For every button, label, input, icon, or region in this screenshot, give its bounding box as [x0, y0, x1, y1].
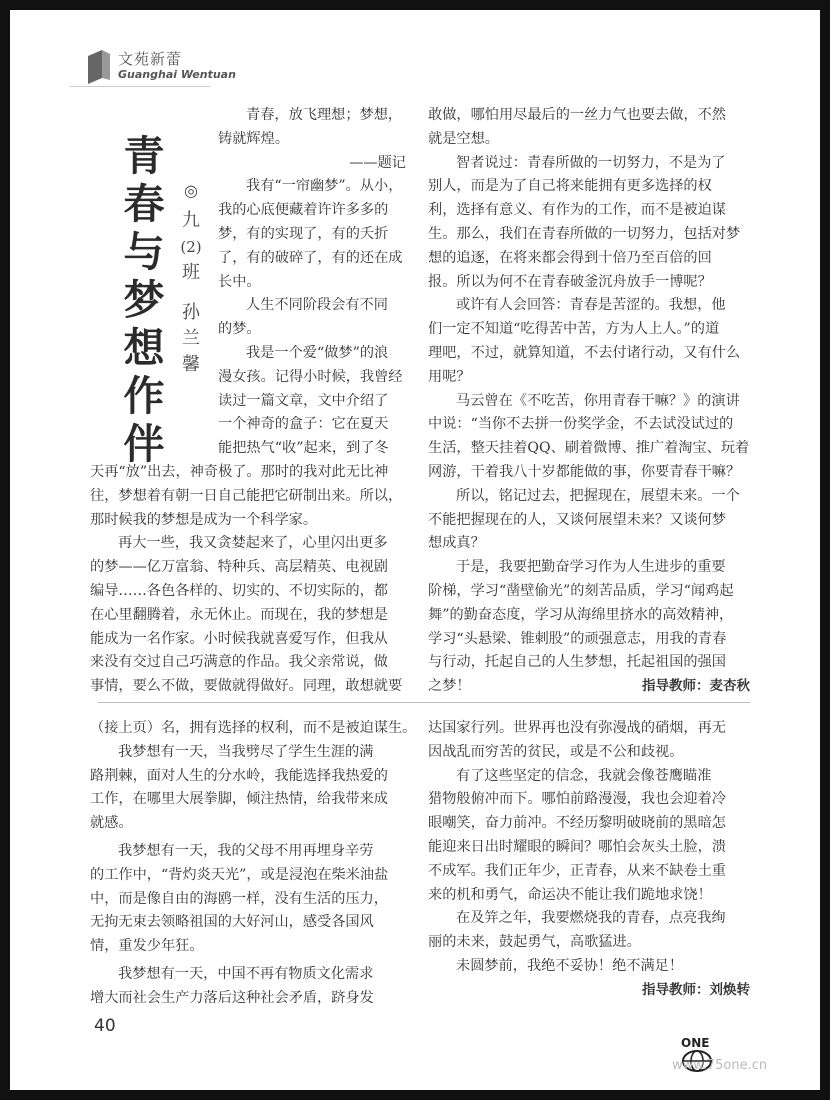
text-line: 未圆梦前，我绝不妥协！绝不满足！	[456, 957, 684, 974]
text-line: 舞”的勤奋态度，学习从海绵里挤水的高效精神，	[428, 606, 734, 623]
text-line: 有了这些坚定的信念，我就会像苍鹰瞄准	[456, 767, 712, 784]
teacher-credit-bottom: 指导教师：刘焕转	[642, 981, 750, 998]
text-line: 增大而社会生产力落后这种社会矛盾，跻身发	[90, 989, 374, 1006]
text-line: 在心里翻腾着，永无休止。而现在，我的梦想是	[90, 606, 388, 623]
title-char: 青	[123, 132, 165, 180]
text-line: 于是，我要把勤奋学习作为人生进步的重要	[456, 559, 726, 576]
text-line: 一个神奇的盒子：它在夏天	[218, 416, 389, 433]
text-line: 我梦想有一天，当我劈尽了学生生涯的满	[118, 743, 374, 760]
top-left-full-column	[90, 461, 410, 699]
column-title: 文苑新蕾	[118, 50, 183, 68]
text-line: 的梦。	[218, 321, 261, 338]
text-line: 不成军。我们正年少，正青春，从来不缺卷土重	[428, 862, 726, 879]
text-line: 在及笄之年，我要燃烧我的青春，点亮我绚	[456, 910, 726, 927]
text-line: 所以，铭记过去，把握现在，展望未来。一个	[456, 487, 740, 504]
text-line: 与行动，托起自己的人生梦想，托起祖国的强国	[428, 654, 726, 671]
text-line: 了，有的破碎了，有的还在成	[218, 249, 403, 266]
text-line: 我梦想有一天，我的父母不用再埋身辛劳	[118, 842, 374, 859]
text-line: （接上页）名，拥有选择的权利，而不是被迫谋生。	[90, 720, 417, 736]
text-line: 漫女孩。记得小时候，我曾经	[218, 368, 403, 385]
text-line: 能迎来日出时耀眼的瞬间？哪怕会灰头土脸，溃	[428, 838, 726, 855]
text-line: 猎物般俯冲而下。哪怕前路漫漫，我也会迎着冷	[428, 791, 726, 808]
text-line: 我是一个爱“做梦”的浪	[246, 344, 389, 361]
magazine-page	[10, 10, 820, 1090]
text-line: 想成真？	[428, 535, 485, 552]
text-line: 的工作中，“背灼炎天光”，或是浸泡在柴米油盐	[90, 866, 389, 883]
text-line: 或许有人会回答：青春是苦涩的。我想，他	[456, 297, 726, 314]
text-line: 我有“一帘幽梦”。从小，	[246, 178, 403, 195]
text-line: 铸就辉煌。	[218, 130, 289, 147]
title-char: 想	[123, 324, 165, 372]
author-char: 班	[182, 262, 200, 283]
text-line: 们一定不知道“吃得苦中苦，方为人上人。”的道	[428, 321, 720, 338]
text-line: ——题记	[349, 154, 406, 171]
text-line: 再大一些，我又贪婪起来了，心里闪出更多	[118, 535, 388, 552]
text-line: 读过一篇文章，文中介绍了	[218, 392, 389, 409]
text-line: 就是空想。	[428, 130, 499, 147]
text-line: 马云曾在《不吃苦，你用青春干嘛？》的演讲	[456, 392, 740, 409]
page-number: 40	[94, 1016, 116, 1036]
text-line: 智者说过：青春所做的一切努力，不是为了	[456, 154, 726, 171]
teacher-credit-top: 指导教师：麦杏秋	[642, 678, 750, 695]
text-line: 就感。	[90, 815, 133, 832]
text-line: 来没有交过自己巧满意的作品。我父亲常说，做	[90, 654, 388, 671]
text-line: 利，选择有意义、有作为的工作，而不是被迫谋	[428, 202, 726, 219]
text-line: 生。那么，我们在青春所做的一切努力，包括对梦	[428, 225, 741, 242]
top-right-column	[428, 104, 750, 699]
author-char: (2)	[180, 238, 202, 256]
text-line: 梦，有的实现了，有的夭折	[218, 225, 389, 242]
text-line: 报。所以为何不在青春破釜沉舟放手一博呢？	[428, 273, 712, 290]
text-line: 路荆棘，面对人生的分水岭，我能选择我热爱的	[90, 767, 388, 784]
text-line: 天再“放”出去，神奇极了。那时的我对此无比神	[90, 464, 389, 480]
text-line: 工作，在哪里大展拳脚，倾注热情，给我带来成	[90, 791, 388, 808]
text-line: 达国家行列。世界再也没有弥漫战的硝烟，再无	[428, 720, 726, 736]
text-line: 中说：“当你不去拼一份奖学金，不去试没试过的	[428, 416, 734, 433]
article-author	[174, 178, 208, 378]
title-char: 梦	[123, 276, 165, 324]
title-char: 伴	[123, 420, 165, 468]
watermark-site: www.75one.cn	[672, 1058, 768, 1073]
text-line: 青春，放飞理想；梦想，	[246, 107, 403, 123]
bottom-right-column	[428, 717, 750, 1003]
text-line: 生活，整天挂着QQ、刷着微博、推广着淘宝、玩着	[428, 440, 750, 457]
author-char: 九	[182, 210, 200, 231]
text-line: 的梦——亿万富翁、特种兵、高层精英、电视剧	[90, 559, 388, 576]
top-left-short-column	[218, 104, 406, 461]
text-line: 我的心底便藏着许许多多的	[218, 202, 389, 219]
text-line: 长中。	[218, 273, 261, 290]
text-line: 丽的未来，鼓起勇气，高歌猛进。	[428, 934, 641, 951]
text-line: 别人，而是为了自己将来能拥有更多选择的权	[428, 178, 712, 195]
column-subtitle: Guanghai Wentuan	[118, 68, 236, 81]
title-char: 春	[123, 180, 165, 228]
text-line: 学习“头悬梁、锥刺股”的顽强意志，用我的青春	[428, 630, 727, 647]
text-line: 往，梦想着有朝一日自己能把它研制出来。所以，	[90, 487, 403, 504]
column-logo-icon	[88, 50, 110, 84]
text-line: 我梦想有一天，中国不再有物质文化需求	[118, 965, 374, 982]
text-line	[428, 979, 750, 1003]
title-char: 与	[123, 228, 165, 276]
text-line: 网游，干着我八十岁都能做的事，你要青春干嘛？	[428, 463, 741, 480]
text-line: 眼嘲笑，奋力前冲。不经历黎明破晓前的黑暗怎	[428, 815, 726, 832]
text-line: 编导……各色各样的、切实的、不切实际的，都	[90, 582, 388, 599]
text-line-end: 之梦！	[428, 678, 471, 695]
text-line: 无拘无束去领略祖国的大好河山，感受各国风	[90, 914, 374, 931]
section-divider	[98, 702, 750, 703]
text-line: 人生不同阶段会有不同	[246, 297, 388, 314]
text-line: 因战乱而穷苦的贫民，或是不公和歧视。	[428, 743, 684, 760]
author-bullet-icon: ◎	[184, 181, 198, 200]
header-rule	[70, 86, 210, 87]
author-char: 孙	[182, 302, 200, 323]
text-line: 情，重发少年狂。	[90, 938, 204, 955]
watermark-logo-text: ONE	[681, 1036, 710, 1050]
text-line: 中，而是像自由的海鸥一样，没有生活的压力，	[90, 890, 388, 907]
text-line: 不能把握现在的人，又谈何展望未来？又谈何梦	[428, 511, 726, 528]
title-char: 作	[123, 372, 165, 420]
text-line: 能把热气“收”起来，到了冬	[218, 440, 389, 457]
text-line: 阶梯，学习“凿壁偷光”的刻苦品质，学习“闻鸡起	[428, 582, 734, 599]
author-char: 馨	[182, 354, 200, 375]
text-line: 来的机和勇气，命运决不能让我们跪地求饶！	[428, 886, 712, 903]
text-line: 敢做，哪怕用尽最后的一丝力气也要去做，不然	[428, 107, 726, 123]
text-line: 能成为一名作家。小时候我就喜爱写作，但我从	[90, 630, 388, 647]
article-title	[114, 132, 174, 468]
text-line: 理吧，不过，就算知道，不去付诸行动，又有什么	[428, 344, 741, 361]
text-line: 想的追逐，在将来都会得到十倍乃至百倍的回	[428, 249, 712, 266]
text-line: 那时候我的梦想是成为一个科学家。	[90, 511, 318, 528]
text-line	[428, 675, 750, 699]
author-char: 兰	[182, 328, 200, 349]
text-line: 用呢？	[428, 368, 471, 385]
bottom-left-column	[90, 717, 417, 1011]
text-line: 事情，要么不做，要做就得做好。同理，敢想就要	[90, 678, 403, 695]
